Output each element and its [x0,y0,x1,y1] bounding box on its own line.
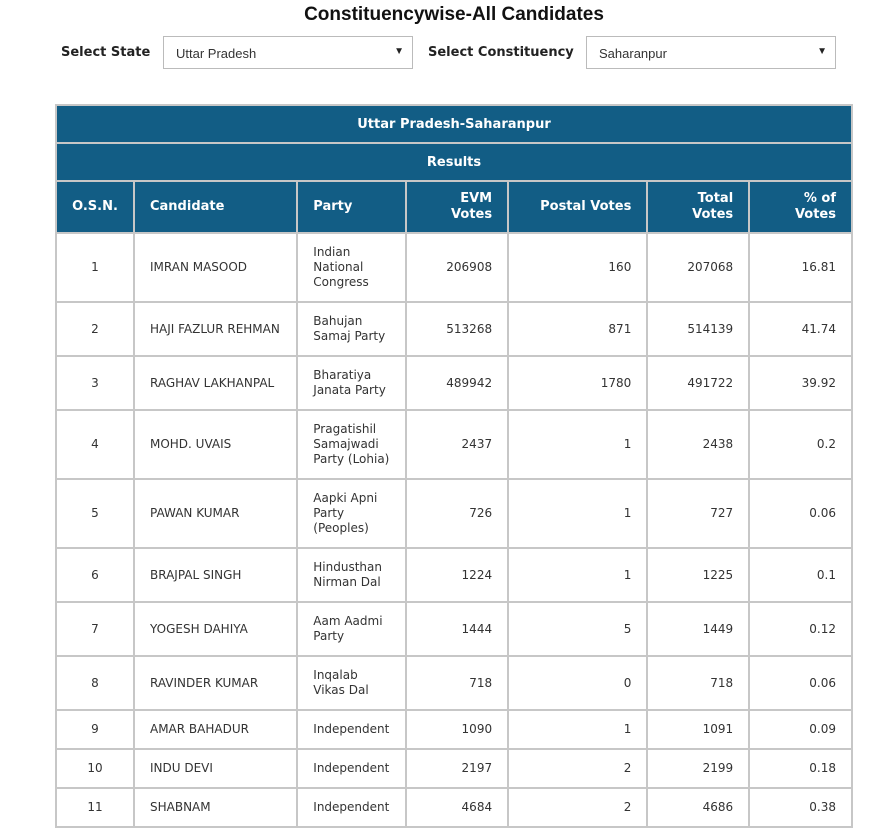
osn-cell: 2 [56,302,134,356]
party-cell: Bharatiya Janata Party [297,356,406,410]
percent-votes-cell: 16.81 [749,233,852,302]
party-cell: Independent [297,788,406,827]
candidate-cell: HAJI FAZLUR REHMAN [134,302,297,356]
candidate-cell: RAVINDER KUMAR [134,656,297,710]
percent-votes-cell: 0.18 [749,749,852,788]
postal-votes-cell: 1780 [508,356,647,410]
total-votes-cell: 1091 [647,710,749,749]
party-cell: Independent [297,710,406,749]
total-votes-cell: 514139 [647,302,749,356]
party-cell: Indian National Congress [297,233,406,302]
candidate-cell: SHABNAM [134,788,297,827]
osn-cell: 4 [56,410,134,479]
percent-votes-cell: 0.09 [749,710,852,749]
results-table [55,104,853,828]
constituency-label: Select Constituency [428,45,574,60]
table-row [56,749,852,788]
chevron-down-icon: ▼ [817,46,827,57]
party-cell: Independent [297,749,406,788]
column-header-total-votes: Total Votes [647,181,749,233]
percent-votes-cell: 0.1 [749,548,852,602]
table-body [56,233,852,827]
candidate-cell: IMRAN MASOOD [134,233,297,302]
party-cell: Aapki Apni Party (Peoples) [297,479,406,548]
osn-cell: 7 [56,602,134,656]
evm-votes-cell: 2197 [406,749,508,788]
total-votes-cell: 2438 [647,410,749,479]
column-header-percent-votes: % of Votes [749,181,852,233]
postal-votes-cell: 871 [508,302,647,356]
evm-votes-cell: 1224 [406,548,508,602]
state-label: Select State [61,45,151,60]
osn-cell: 9 [56,710,134,749]
candidate-cell: AMAR BAHADUR [134,710,297,749]
table-row [56,302,852,356]
table-row [56,710,852,749]
total-votes-cell: 718 [647,656,749,710]
total-votes-cell: 491722 [647,356,749,410]
total-votes-cell: 1225 [647,548,749,602]
postal-votes-cell: 0 [508,656,647,710]
table-row [56,788,852,827]
table-row [56,479,852,548]
state-select-value: Uttar Pradesh [176,46,257,61]
percent-votes-cell: 0.06 [749,479,852,548]
osn-cell: 3 [56,356,134,410]
osn-cell: 11 [56,788,134,827]
evm-votes-cell: 1090 [406,710,508,749]
state-select[interactable] [163,36,413,69]
constituency-select[interactable] [586,36,836,69]
percent-votes-cell: 0.38 [749,788,852,827]
percent-votes-cell: 0.2 [749,410,852,479]
party-cell: Hindusthan Nirman Dal [297,548,406,602]
evm-votes-cell: 489942 [406,356,508,410]
total-votes-cell: 2199 [647,749,749,788]
table-row [56,602,852,656]
table-caption: Uttar Pradesh-Saharanpur [56,105,852,143]
evm-votes-cell: 4684 [406,788,508,827]
osn-cell: 6 [56,548,134,602]
candidate-cell: MOHD. UVAIS [134,410,297,479]
party-cell: Inqalab Vikas Dal [297,656,406,710]
osn-cell: 1 [56,233,134,302]
postal-votes-cell: 5 [508,602,647,656]
percent-votes-cell: 0.12 [749,602,852,656]
table-subcaption: Results [56,143,852,181]
filters-bar [0,36,888,71]
postal-votes-cell: 1 [508,710,647,749]
evm-votes-cell: 718 [406,656,508,710]
page-title: Constituencywise-All Candidates [304,4,604,25]
chevron-down-icon: ▼ [394,46,404,57]
evm-votes-cell: 2437 [406,410,508,479]
column-header-postal-votes: Postal Votes [508,181,647,233]
postal-votes-cell: 1 [508,410,647,479]
percent-votes-cell: 39.92 [749,356,852,410]
osn-cell: 10 [56,749,134,788]
postal-votes-cell: 2 [508,749,647,788]
party-cell: Bahujan Samaj Party [297,302,406,356]
postal-votes-cell: 1 [508,479,647,548]
evm-votes-cell: 1444 [406,602,508,656]
candidate-cell: INDU DEVI [134,749,297,788]
column-header-party: Party [297,181,406,233]
candidate-cell: RAGHAV LAKHANPAL [134,356,297,410]
candidate-cell: BRAJPAL SINGH [134,548,297,602]
evm-votes-cell: 206908 [406,233,508,302]
candidate-cell: YOGESH DAHIYA [134,602,297,656]
table-row [56,356,852,410]
column-header-evm-votes: EVM Votes [406,181,508,233]
table-row [56,548,852,602]
percent-votes-cell: 0.06 [749,656,852,710]
evm-votes-cell: 726 [406,479,508,548]
osn-cell: 8 [56,656,134,710]
column-header-candidate: Candidate [134,181,297,233]
party-cell: Aam Aadmi Party [297,602,406,656]
table-row [56,410,852,479]
postal-votes-cell: 160 [508,233,647,302]
percent-votes-cell: 41.74 [749,302,852,356]
total-votes-cell: 207068 [647,233,749,302]
total-votes-cell: 727 [647,479,749,548]
postal-votes-cell: 2 [508,788,647,827]
total-votes-cell: 1449 [647,602,749,656]
constituency-select-value: Saharanpur [599,46,667,61]
column-header-osn: O.S.N. [56,181,134,233]
party-cell: Pragatishil Samajwadi Party (Lohia) [297,410,406,479]
evm-votes-cell: 513268 [406,302,508,356]
total-votes-cell: 4686 [647,788,749,827]
table-row [56,656,852,710]
candidate-cell: PAWAN KUMAR [134,479,297,548]
postal-votes-cell: 1 [508,548,647,602]
osn-cell: 5 [56,479,134,548]
table-row [56,233,852,302]
